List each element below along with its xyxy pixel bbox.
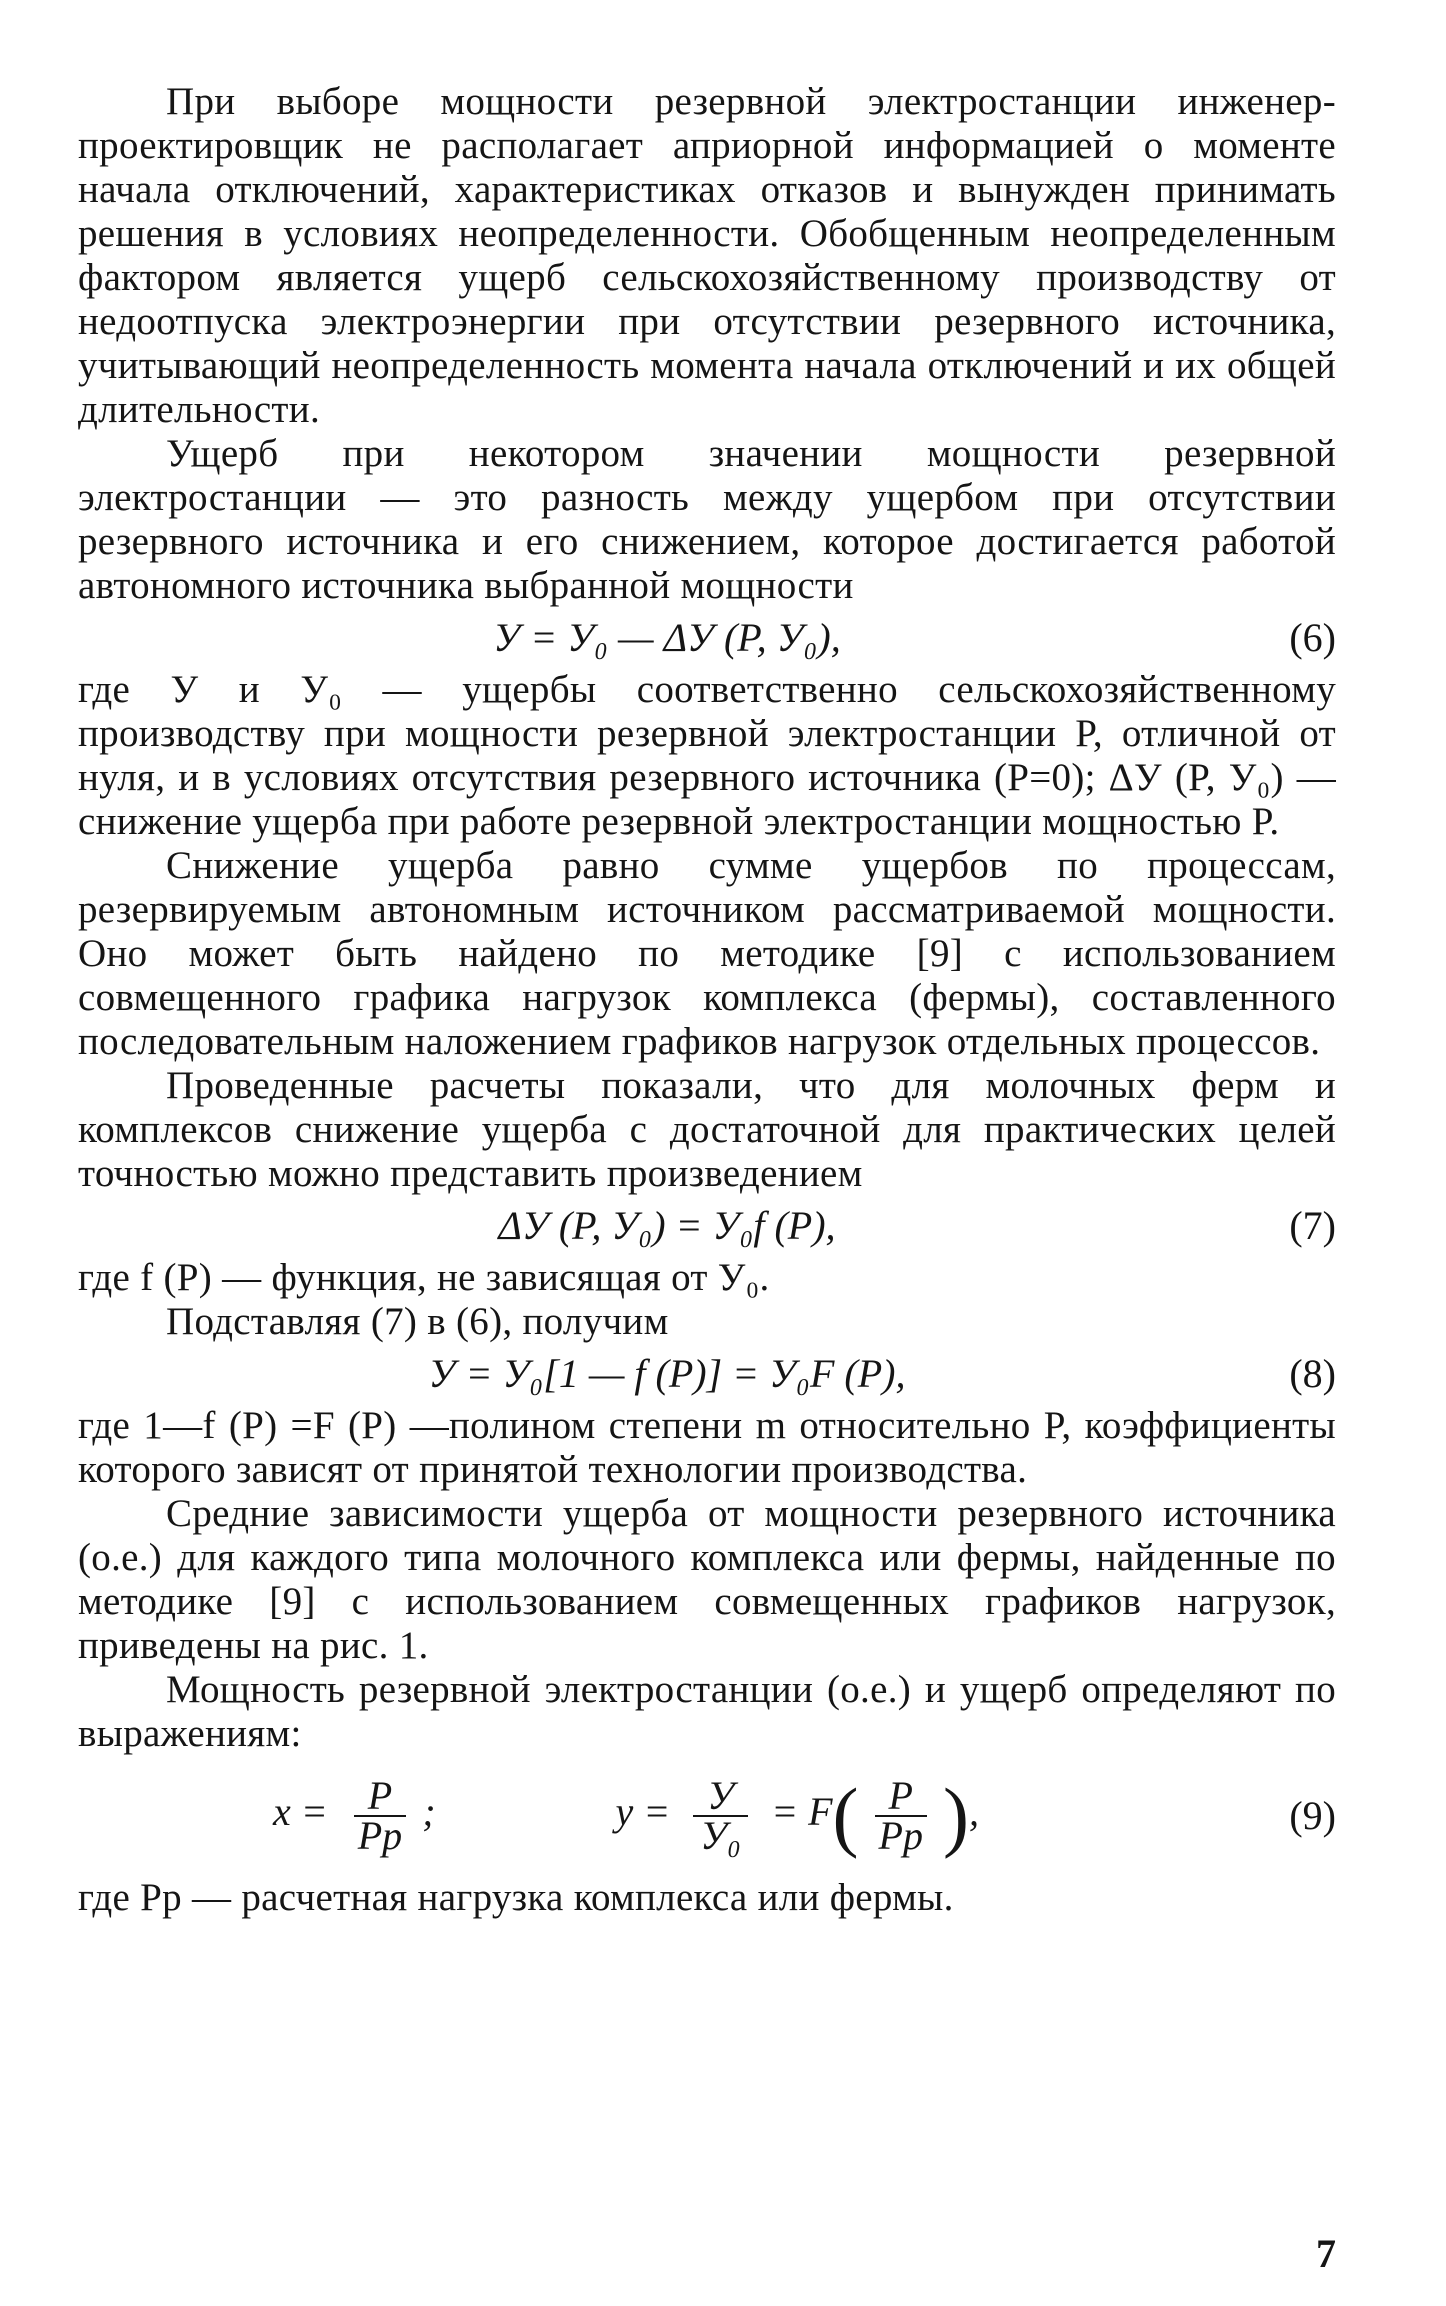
paragraph-4: Снижение ущерба равно сумме ущербов по процессам, резервируемым автономным источником рассматриваемой мощности. Оно может быть найдено по методике [9] с использованием совмещенного графика нагрузок комплекса (фермы), составленного последовательным наложением графиков нагрузок отдельных процессов. [78, 844, 1336, 1063]
formula-9-y-fraction [686, 1773, 755, 1858]
formula-8 [78, 1344, 1336, 1404]
paragraph-8: где 1—f (P) =F (P) —полином степени m относительно P, коэффициенты которого зависят от принятой технологии производства. [78, 1404, 1336, 1491]
formula-7-number: (7) [1289, 1203, 1336, 1248]
formula-9-right-paren: ) [942, 1772, 969, 1859]
page-number: 7 [1316, 2231, 1336, 2276]
formula-9-x-numerator: P [354, 1777, 406, 1817]
formula-9-separator: ; [422, 1789, 436, 1835]
formula-9-number: (9) [1289, 1793, 1336, 1838]
formula-9-comma: , [968, 1789, 979, 1835]
formula-9 [78, 1756, 1336, 1876]
formula-7-body: ΔУ (P, У₀) = У₀f (P), [498, 1203, 836, 1248]
formula-6-number: (6) [1289, 615, 1336, 660]
formula-8-number: (8) [1289, 1351, 1336, 1396]
paragraph-3: где У и У₀ — ущербы соответственно сельскохозяйственному производству при мощности резервной электростанции P, отличной от нуля, и в условиях отсутствия резервного источника (P=0); ΔУ (P, У₀) — снижение ущерба при работе резервной электростанции мощностью P. [78, 668, 1336, 843]
paragraph-7: Подставляя (7) в (6), получим [166, 1300, 669, 1343]
formula-7 [78, 1196, 1336, 1256]
formula-9-p-numerator: P [875, 1777, 927, 1817]
formula-9-left-paren: ( [832, 1772, 859, 1859]
formula-6 [78, 608, 1336, 668]
paragraph-11: где Pр — расчетная нагрузка комплекса или фермы. [78, 1876, 954, 1919]
formula-9-equals-f: = F [771, 1789, 833, 1835]
formula-9-p-denominator: Pр [878, 1813, 923, 1858]
formula-9-y-lhs: y = [615, 1789, 671, 1835]
formula-8-body: У = У₀[1 — f (P)] = У₀F (P), [428, 1351, 906, 1396]
paragraph-9: Средние зависимости ущерба от мощности резервного источника (о.е.) для каждого типа молочного комплекса или фермы, найденные по методике [9] с использованием совмещенных графиков нагрузок, приведены на рис. 1. [78, 1492, 1336, 1667]
paragraph-2: Ущерб при некотором значении мощности резервной электростанции — это разность между ущербом при отсутствии резервного источника и его снижением, которое достигается работой автономного источника выбранной мощности [78, 432, 1336, 607]
formula-9-p-fraction [865, 1773, 937, 1858]
paragraph-10: Мощность резервной электростанции (о.е.) и ущерб определяют по выражениям: [78, 1668, 1336, 1755]
formula-9-y-numerator: У [693, 1777, 748, 1817]
paragraph-5: Проведенные расчеты показали, что для молочных ферм и комплексов снижение ущерба с достаточной для практических целей точностью можно представить произведением [78, 1064, 1336, 1195]
formula-9-y-denominator: У₀ [700, 1813, 742, 1858]
formula-9-body [78, 1772, 1256, 1859]
formula-9-x-lhs: x = [273, 1789, 328, 1835]
formula-6-body: У = У₀ — ΔУ (P, У₀), [493, 615, 841, 660]
paragraph-1: При выборе мощности резервной электростанции инженер-проектировщик не располагает априорной информацией о моменте начала отключений, характеристиках отказов и вынужден принимать решения в условиях неопределенности. Обобщенным неопределенным фактором является ущерб сельскохозяйственному производству от недоотпуска электроэнергии при отсутствии резервного источника, учитывающий неопределенность момента начала отключений и их общей длительности. [78, 80, 1336, 431]
paragraph-6: где f (P) — функция, не зависящая от У₀. [78, 1256, 770, 1299]
formula-9-x-fraction [344, 1773, 416, 1858]
formula-9-x-denominator: Pр [357, 1813, 403, 1858]
